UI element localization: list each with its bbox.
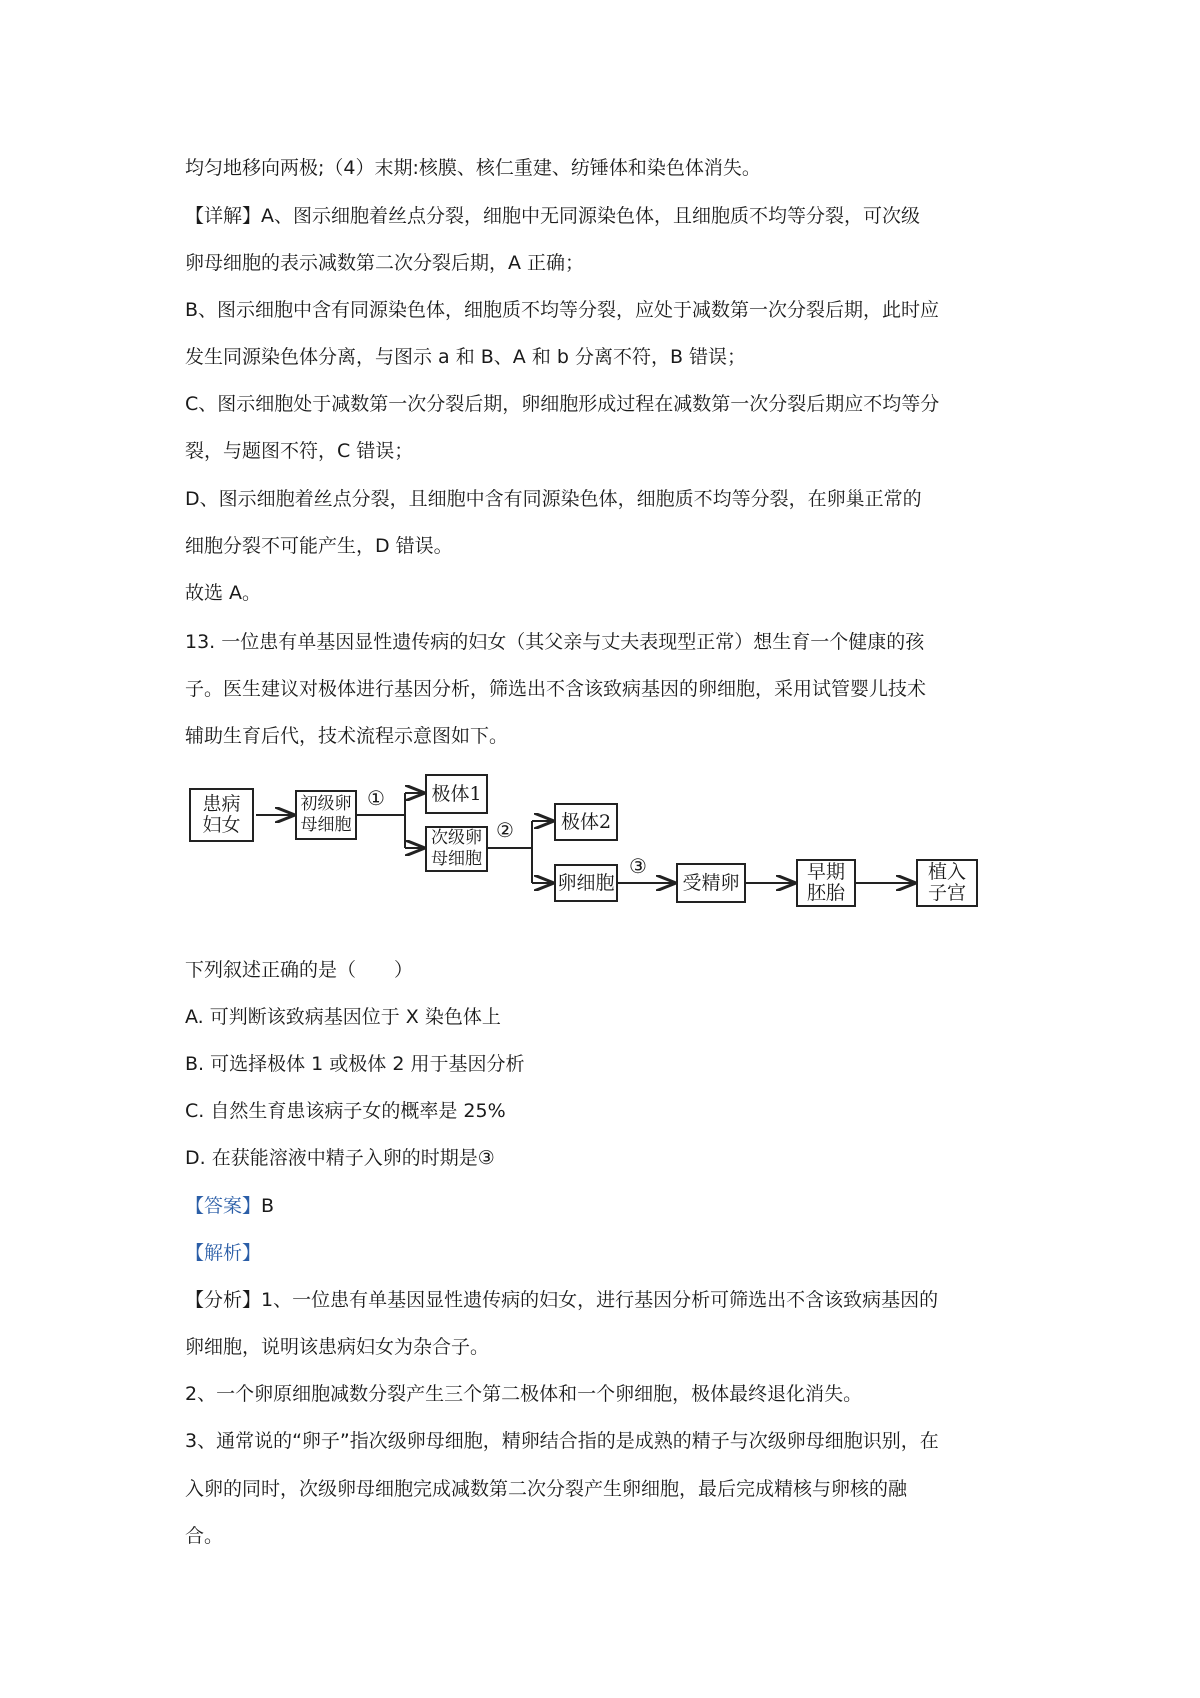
question-stem-line: 辅助生育后代，技术流程示意图如下。: [185, 725, 509, 747]
text-line: 裂，与题图不符，C 错误；: [185, 440, 414, 462]
text-line: B、图示细胞中含有同源染色体，细胞质不均等分裂，应处于减数第一次分裂后期，此时应: [185, 299, 940, 321]
polar-body-1-box: 极体1: [425, 774, 488, 814]
option-d: D. 在获能溶液中精子入卵的时期是③: [185, 1147, 495, 1169]
step-2-marker: ②: [496, 818, 514, 842]
text-line: 故选 A。: [185, 582, 262, 604]
text-line: 卵母细胞的表示减数第二次分裂后期，A 正确；: [185, 252, 585, 274]
analysis-line: 卵细胞，说明该患病妇女为杂合子。: [185, 1336, 490, 1358]
implant-label-line2: 子宫: [927, 882, 966, 904]
patient-box: [189, 788, 254, 842]
option-a: A. 可判断该致病基因位于 X 染色体上: [185, 1006, 501, 1028]
option-c: C. 自然生育患该病子女的概率是 25%: [185, 1100, 506, 1122]
patient-label-line1: 患病: [202, 793, 241, 815]
text-line: 发生同源染色体分离，与图示 a 和 B、A 和 b 分离不符，B 错误；: [185, 346, 747, 368]
egg-cell-box: 卵细胞: [554, 864, 618, 902]
zygote-box: 受精卵: [676, 863, 746, 903]
question-stem-line: 13. 一位患有单基因显性遗传病的妇女（其父亲与丈夫表现型正常）想生育一个健康的孩: [185, 631, 925, 653]
text-line: 【详解】A、图示细胞着丝点分裂，细胞中无同源染色体，且细胞质不均等分裂，可次级: [185, 205, 920, 227]
analysis-label: 【解析】: [185, 1242, 262, 1264]
primary-oocyte-box: [295, 790, 357, 840]
secondary-oocyte-label-line2: 母细胞: [431, 849, 482, 869]
analysis-line: 【分析】1、一位患有单基因显性遗传病的妇女，进行基因分析可筛选出不含该致病基因的: [185, 1289, 939, 1311]
text-line: 均匀地移向两极;（4）末期:核膜、核仁重建、纺锤体和染色体消失。: [185, 157, 761, 179]
patient-label-line2: 妇女: [202, 814, 241, 836]
question-prompt: 下列叙述正确的是（ ）: [185, 959, 414, 981]
step-3-marker: ③: [629, 854, 647, 878]
embryo-label-line1: 早期: [806, 861, 845, 883]
secondary-oocyte-box: [425, 826, 488, 872]
implant-label-line1: 植入: [927, 861, 966, 883]
answer-label: 【答案】: [185, 1195, 262, 1217]
polar-body-2-box: 极体2: [554, 803, 618, 841]
step-1-marker: ①: [367, 786, 385, 810]
question-stem-line: 子。医生建议对极体进行基因分析，筛选出不含该致病基因的卵细胞，采用试管婴儿技术: [185, 678, 927, 700]
text-line: C、图示细胞处于减数第一次分裂后期，卵细胞形成过程在减数第一次分裂后期应不均等分: [185, 393, 940, 415]
answer-line: [185, 1193, 274, 1219]
primary-oocyte-label-line1: 初级卵: [300, 794, 352, 814]
embryo-label-line2: 胚胎: [806, 882, 845, 904]
text-line: D、图示细胞着丝点分裂，且细胞中含有同源染色体，细胞质不均等分裂，在卵巢正常的: [185, 488, 922, 510]
option-b: B. 可选择极体 1 或极体 2 用于基因分析: [185, 1053, 525, 1075]
text-line: 细胞分裂不可能产生，D 错误。: [185, 535, 453, 557]
analysis-line: 2、一个卵原细胞减数分裂产生三个第二极体和一个卵细胞，极体最终退化消失。: [185, 1383, 863, 1405]
implant-uterus-box: [916, 859, 978, 907]
early-embryo-box: [796, 859, 856, 907]
analysis-line: 合。: [185, 1525, 224, 1547]
analysis-line: 入卵的同时，次级卵母细胞完成减数第二次分裂产生卵细胞，最后完成精核与卵核的融: [185, 1478, 908, 1500]
primary-oocyte-label-line2: 母细胞: [300, 815, 352, 835]
ivf-flow-diagram: [180, 773, 1060, 933]
secondary-oocyte-label-line1: 次级卵: [431, 828, 482, 848]
answer-value: B: [261, 1195, 275, 1217]
analysis-line: 3、通常说的“卵子”指次级卵母细胞，精卵结合指的是成熟的精子与次级卵母细胞识别，在: [185, 1430, 939, 1452]
